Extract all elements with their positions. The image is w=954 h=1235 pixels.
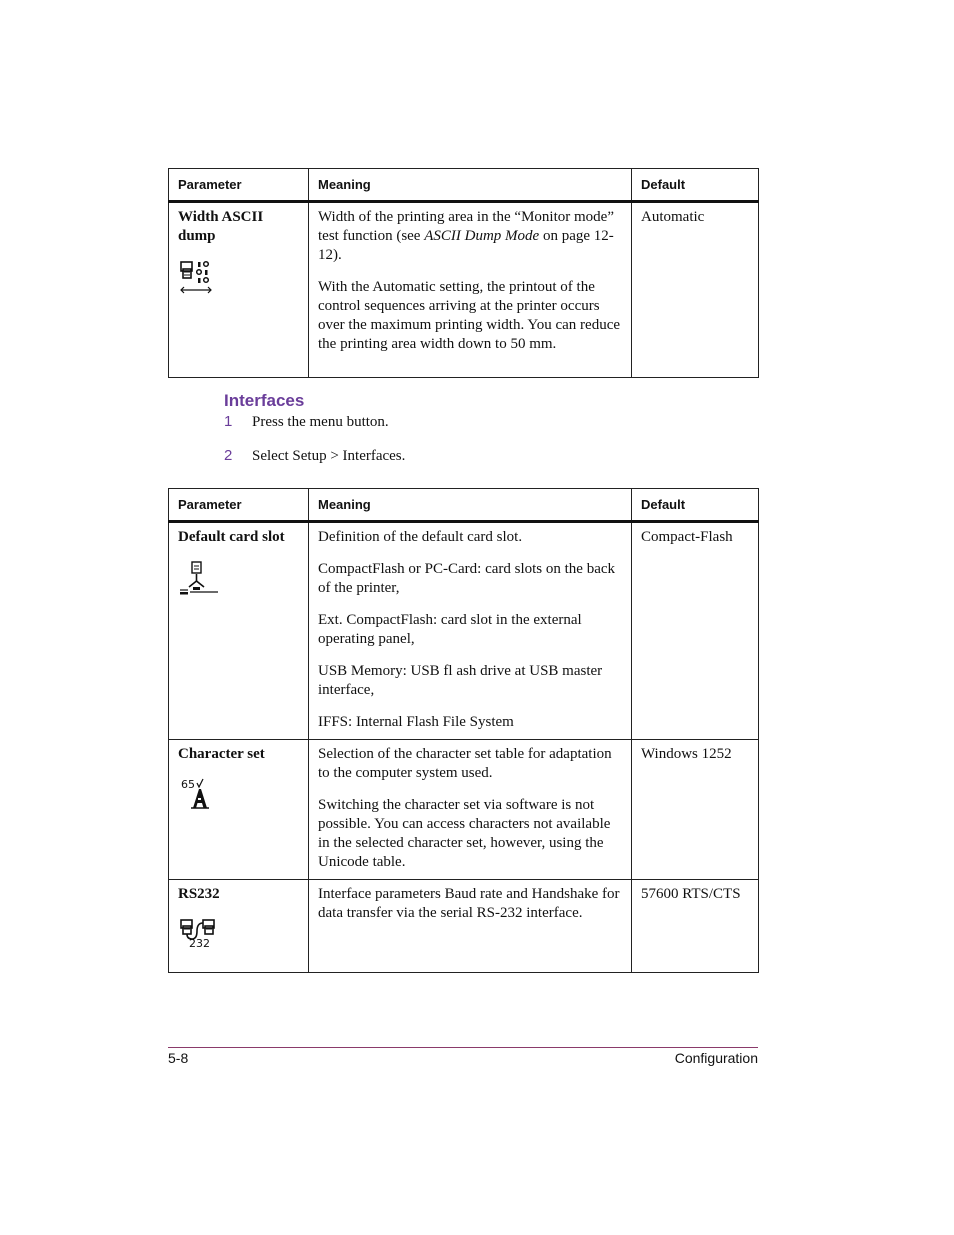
character-set-icon-label: 65 <box>181 778 195 791</box>
header-parameter: Parameter <box>169 489 309 522</box>
meaning-paragraph: Definition of the default card slot. <box>318 529 523 545</box>
parameter-name: Default card slot <box>178 529 285 545</box>
header-default: Default <box>632 489 759 522</box>
step-item <box>224 447 405 465</box>
meaning-paragraph <box>318 208 622 265</box>
rs232-icon <box>178 917 299 957</box>
meaning-text: on page 12-12). <box>318 228 614 263</box>
default-cell: 57600 RTS/CTS <box>632 880 759 973</box>
rs232-icon-label: 232 <box>189 937 210 950</box>
ascii-dump-width-icon <box>178 259 299 301</box>
step-number: 1 <box>224 413 233 430</box>
meaning-paragraph: With the Automatic setting, the printout of the control sequences arriving at the printer occurs over the maximum printing width. You can reduce the printing area width down to 50 mm. <box>318 279 621 352</box>
meaning-cell <box>309 740 632 880</box>
meaning-paragraph: USB Memory: USB fl ash drive at USB master interface, <box>318 663 603 698</box>
step-text: Select Setup > Interfaces. <box>252 448 406 464</box>
parameter-cell <box>169 740 309 880</box>
meaning-paragraph: Selection of the character set table for adaptation to the computer system used. <box>318 746 612 781</box>
meaning-paragraph: IFFS: Internal Flash File System <box>318 714 514 730</box>
meaning-text: Width of the printing area in the “Monitor mode” test function (see <box>318 209 614 244</box>
footer-divider <box>168 1047 758 1048</box>
meaning-paragraph: Switching the character set via software is not possible. You can access characters not available in the selected character set, however, using the Unicode table. <box>318 797 611 870</box>
parameter-name: RS232 <box>178 886 220 902</box>
parameter-name: Character set <box>178 746 265 762</box>
parameter-cell <box>169 202 309 378</box>
section-heading: Interfaces <box>224 391 305 410</box>
meaning-cell <box>309 522 632 740</box>
header-parameter: Parameter <box>169 169 309 202</box>
header-meaning: Meaning <box>309 169 632 202</box>
page-number: 5-8 <box>168 1050 189 1066</box>
parameter-name: Width ASCII dump <box>178 209 264 244</box>
table-row <box>169 740 759 880</box>
character-set-icon <box>178 777 299 819</box>
step-item <box>224 413 389 431</box>
width-ascii-table <box>168 168 759 378</box>
table-row <box>169 880 759 973</box>
table-header-row <box>169 169 759 202</box>
interfaces-table <box>168 488 759 973</box>
default-cell: Automatic <box>632 202 759 378</box>
step-text: Press the menu button. <box>252 414 389 430</box>
parameter-cell <box>169 880 309 973</box>
header-default: Default <box>632 169 759 202</box>
table-header-row <box>169 489 759 522</box>
step-number: 2 <box>224 447 233 464</box>
meaning-paragraph: Interface parameters Baud rate and Handshake for data transfer via the serial RS-232 interface. <box>318 886 620 921</box>
card-slot-icon <box>178 560 299 604</box>
header-meaning: Meaning <box>309 489 632 522</box>
cross-reference-link: ASCII Dump Mode <box>424 228 540 244</box>
meaning-cell <box>309 880 632 973</box>
table-row <box>169 202 759 378</box>
table-row <box>169 522 759 740</box>
meaning-cell <box>309 202 632 378</box>
chapter-title: Configuration <box>674 1050 758 1066</box>
parameter-cell <box>169 522 309 740</box>
default-cell: Compact-Flash <box>632 522 759 740</box>
meaning-paragraph: CompactFlash or PC-Card: card slots on the back of the printer, <box>318 561 616 596</box>
default-cell: Windows 1252 <box>632 740 759 880</box>
meaning-paragraph: Ext. CompactFlash: card slot in the external operating panel, <box>318 612 582 647</box>
